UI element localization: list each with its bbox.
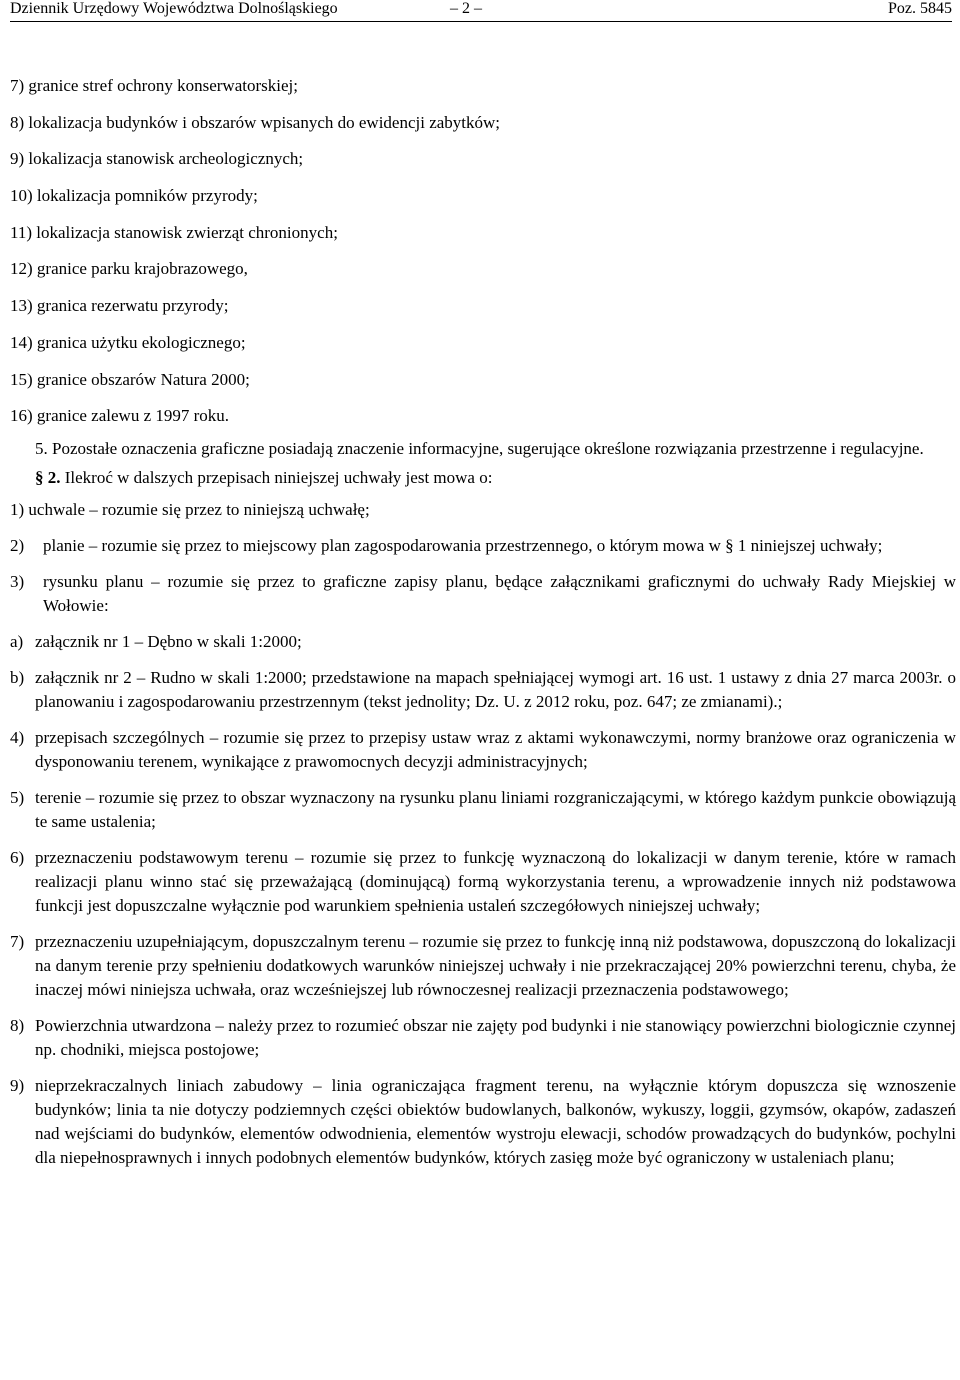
section-2-intro — [10, 466, 956, 490]
attachment-letter: a) — [10, 631, 24, 651]
definition-text: terenie – rozumie się przez to obszar wyznaczony na rysunku planu liniami rozgraniczającymi, w którego każdym punkcie obowiązują te same ustalenia; — [35, 787, 956, 831]
attachment-letter: b) — [10, 667, 25, 687]
page-number: – 2 – — [450, 0, 482, 17]
list-item: 14) granica użytku ekologicznego; — [10, 332, 246, 352]
definition-number: 8) — [10, 1015, 25, 1035]
document-body — [10, 68, 956, 1182]
attachment-text: załącznik nr 1 – Dębno w skali 1:2000; — [35, 631, 302, 651]
definition-text: przeznaczeniu uzupełniającym, dopuszczalnym terenu – rozumie się przez to funkcję inną niż podstawowa, dopuszczoną do lokalizacji na danym terenie przy spełnieniu dodatkowych warunków niniejszej uchwały i nie przekraczającej 20% powierzchni terenu, chyba, że inaczej mówi niniejsza uchwała, oraz wcześniejszej lub równoczesnej realizacji przeznaczenia podstawowego; — [35, 931, 956, 999]
list-item: 15) granice obszarów Natura 2000; — [10, 369, 250, 389]
definition-text: rysunku planu – rozumie się przez to graficzne zapisy planu, będące załącznikami graficznymi do uchwały Rady Miejskiej w Wołowie: — [43, 571, 956, 615]
definition-number: 1) — [10, 499, 25, 519]
definition-item — [10, 1014, 956, 1062]
page-header — [10, 0, 952, 22]
definition-text: uchwale – rozumie się przez to niniejszą uchwałę; — [28, 499, 370, 519]
definition-item — [10, 570, 956, 618]
list-item: 8) lokalizacja budynków i obszarów wpisanych do ewidencji zabytków; — [10, 112, 501, 132]
section-label: § 2. — [35, 467, 61, 487]
list-item: 13) granica rezerwatu przyrody; — [10, 296, 229, 316]
definition-number: 4) — [10, 727, 25, 747]
attachment-text: załącznik nr 2 – Rudno w skali 1:2000; przedstawione na mapach spełniającej wymogi art. 16 ust. 1 ustawy z dnia 27 marca 2003r. o planowaniu i zagospodarowaniu przestrzennym (tekst jednolity; Dz. U. z 2012 roku, poz. 647; ze zmianami).; — [35, 667, 956, 711]
definition-number: 6) — [10, 847, 25, 867]
definition-item — [10, 498, 956, 522]
position-number: Poz. 5845 — [888, 0, 952, 17]
definition-number: 3) — [10, 571, 25, 591]
paragraph-5: 5. Pozostałe oznaczenia graficzne posiadają znaczenie informacyjne, sugerujące określone rozwiązania przestrzenne i regulacyjne. — [35, 438, 924, 458]
list-item: 16) granice zalewu z 1997 roku. — [10, 406, 230, 426]
definition-number: 5) — [10, 787, 25, 807]
definition-item — [10, 786, 956, 834]
list-item: 11) lokalizacja stanowisk zwierząt chronionych; — [10, 222, 338, 242]
attachment-item — [10, 630, 956, 654]
journal-title: Dziennik Urzędowy Województwa Dolnośląskiego — [10, 0, 338, 17]
list-item: 9) lokalizacja stanowisk archeologicznych; — [10, 149, 304, 169]
definition-item — [10, 846, 956, 918]
attachment-item — [10, 666, 956, 714]
definition-item — [10, 534, 956, 558]
list-item: 10) lokalizacja pomników przyrody; — [10, 186, 258, 206]
definition-item — [10, 1074, 956, 1170]
definition-text: planie – rozumie się przez to miejscowy plan zagospodarowania przestrzennego, o którym mowa w § 1 niniejszej uchwały; — [43, 535, 883, 555]
definition-item — [10, 726, 956, 774]
definition-number: 2) — [10, 535, 25, 555]
definition-item — [10, 930, 956, 1002]
definition-number: 9) — [10, 1075, 25, 1095]
definition-text: przeznaczeniu podstawowym terenu – rozumie się przez to funkcję wyznaczoną do lokalizacji w danym terenie, które w ramach realizacji planu winno stać się przeważającą (dominującą) formą wykorzystania terenu, a wprowadzenie innych niż podstawowa funkcji jest dopuszczalne wyłącznie pod warunkiem spełnienia ustaleń szczegółowych niniejszej uchwały; — [35, 847, 956, 915]
definition-text: przepisach szczególnych – rozumie się przez to przepisy ustaw wraz z aktami wykonawczymi, normy branżowe oraz ograniczenia w dysponowaniu terenem, wynikające z prawomocnych decyzji administracyjnych; — [35, 727, 956, 771]
list-item: 7) granice stref ochrony konserwatorskiej; — [10, 76, 298, 95]
definition-text: nieprzekraczalnych liniach zabudowy – linia ograniczająca fragment terenu, na wyłącznie którym dopuszcza się wznoszenie budynków; linia ta nie dotyczy podziemnych części obiektów budowlanych, balkonów, wykuszy, loggii, gzymsów, okapów, zadaszeń nad wejściami do budynków, elementów odwodnienia, elementów wystroju elewacji, schodów prowadzących do budynków, pochylni dla niepełnosprawnych i innych podobnych elementów budynków, których zasięg może być ograniczony w ustaleniach planu; — [35, 1075, 956, 1167]
definitions-list — [10, 498, 956, 1170]
section-intro-text: Ilekroć w dalszych przepisach niniejszej uchwały jest mowa o: — [64, 467, 493, 487]
definition-text: Powierzchnia utwardzona – należy przez to rozumieć obszar nie zajęty pod budynki i nie stanowiący powierzchni biologicznie czynnej np. chodniki, miejsca postojowe; — [35, 1015, 956, 1059]
list-item: 12) granice parku krajobrazowego, — [10, 259, 248, 279]
definition-number: 7) — [10, 931, 25, 951]
